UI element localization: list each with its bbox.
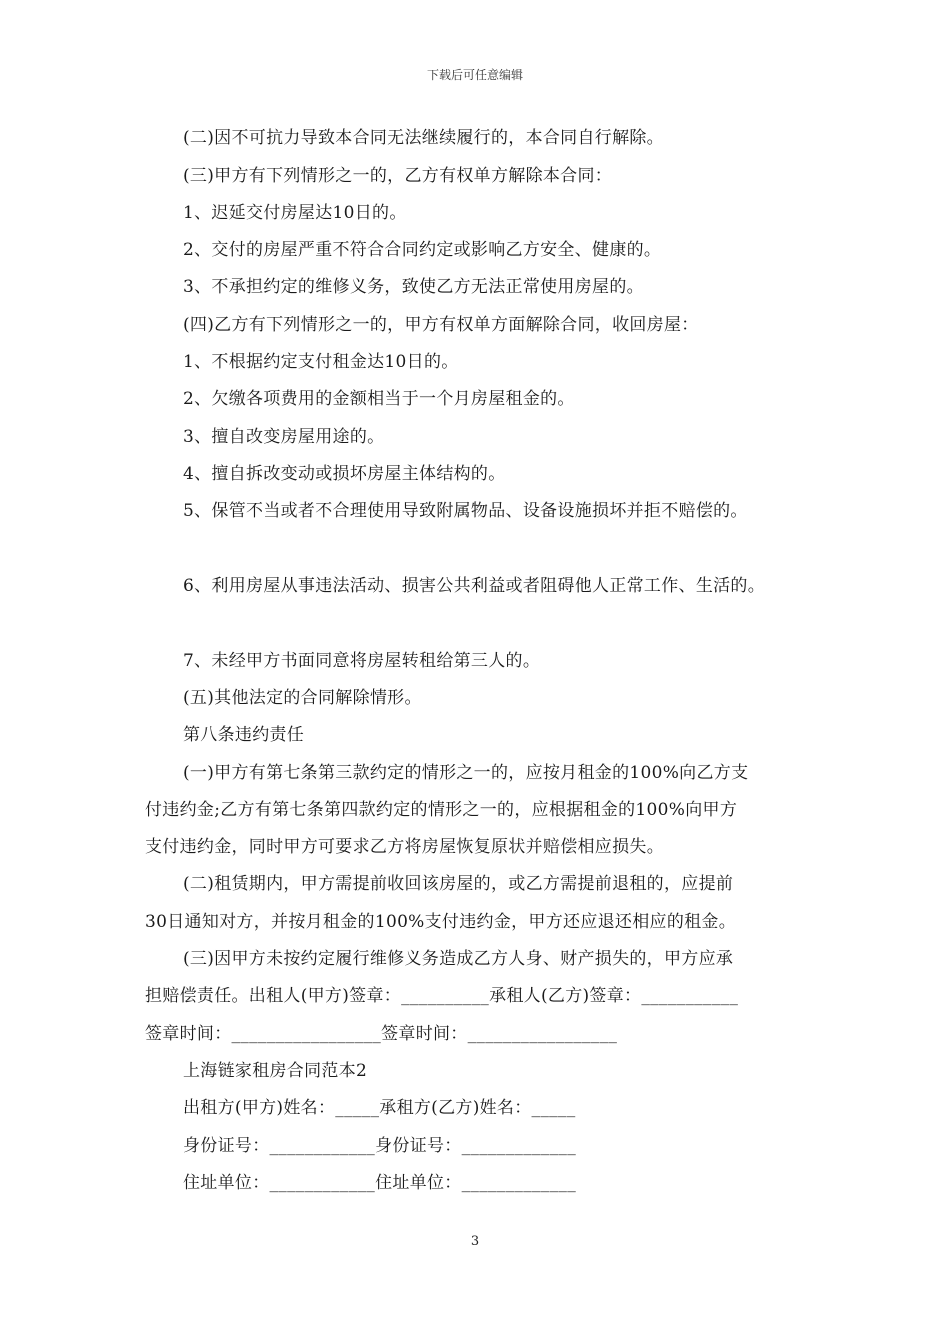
- paragraph-line: 30日通知对方，并按月租金的100%支付违约金，甲方还应退还相应的租金。: [145, 912, 737, 932]
- paragraph-line: 3、擅自改变房屋用途的。: [183, 427, 385, 447]
- paragraph-line: 6、利用房屋从事违法活动、损害公共利益或者阻碍他人正常工作、生活的。: [183, 576, 766, 596]
- paragraph-line: (一)甲方有第七条第三款约定的情形之一的，应按月租金的100%向乙方支: [183, 763, 749, 783]
- paragraph-line: 付违约金;乙方有第七条第四款约定的情形之一的，应根据租金的100%向甲方: [145, 800, 738, 820]
- paragraph-line: (三)因甲方未按约定履行维修义务造成乙方人身、财产损失的，甲方应承: [183, 949, 734, 969]
- paragraph-line: 2、交付的房屋严重不符合合同约定或影响乙方安全、健康的。: [183, 240, 662, 260]
- form-line-address: 住址单位：____________住址单位：_____________: [183, 1173, 576, 1193]
- form-line-id: 身份证号：____________身份证号：_____________: [183, 1136, 576, 1156]
- paragraph-line: (四)乙方有下列情形之一的，甲方有权单方面解除合同，收回房屋：: [183, 315, 699, 335]
- paragraph-line: (五)其他法定的合同解除情形。: [183, 688, 422, 708]
- paragraph-line: (二)因不可抗力导致本合同无法继续履行的，本合同自行解除。: [183, 128, 664, 148]
- form-line-name: 出租方(甲方)姓名：_____承租方(乙方)姓名：_____: [183, 1098, 576, 1118]
- document-title: 上海链家租房合同范本2: [183, 1061, 368, 1081]
- paragraph-line: 5、保管不当或者不合理使用导致附属物品、设备设施损坏并拒不赔偿的。: [183, 501, 748, 521]
- page-number: 3: [470, 1234, 480, 1249]
- paragraph-line: 7、未经甲方书面同意将房屋转租给第三人的。: [183, 651, 541, 671]
- section-heading: 第八条违约责任: [183, 725, 305, 745]
- paragraph-line: (二)租赁期内，甲方需提前收回该房屋的，或乙方需提前退租的，应提前: [183, 874, 734, 894]
- page-header: 下载后可任意编辑: [426, 68, 523, 82]
- paragraph-line: 1、迟延交付房屋达10日的。: [183, 203, 407, 223]
- paragraph-line: 4、擅自拆改变动或损坏房屋主体结构的。: [183, 464, 506, 484]
- signature-time-line: 签章时间：_________________签章时间：_________________: [145, 1024, 618, 1044]
- paragraph-line: (三)甲方有下列情形之一的，乙方有权单方解除本合同：: [183, 166, 613, 186]
- paragraph-line: 2、欠缴各项费用的金额相当于一个月房屋租金的。: [183, 389, 575, 409]
- paragraph-line: 支付违约金，同时甲方可要求乙方将房屋恢复原状并赔偿相应损失。: [145, 837, 664, 857]
- signature-line: 担赔偿责任。出租人(甲方)签章：__________承租人(乙方)签章：___________: [145, 986, 739, 1006]
- paragraph-line: 1、不根据约定支付租金达10日的。: [183, 352, 459, 372]
- paragraph-line: 3、不承担约定的维修义务，致使乙方无法正常使用房屋的。: [183, 277, 644, 297]
